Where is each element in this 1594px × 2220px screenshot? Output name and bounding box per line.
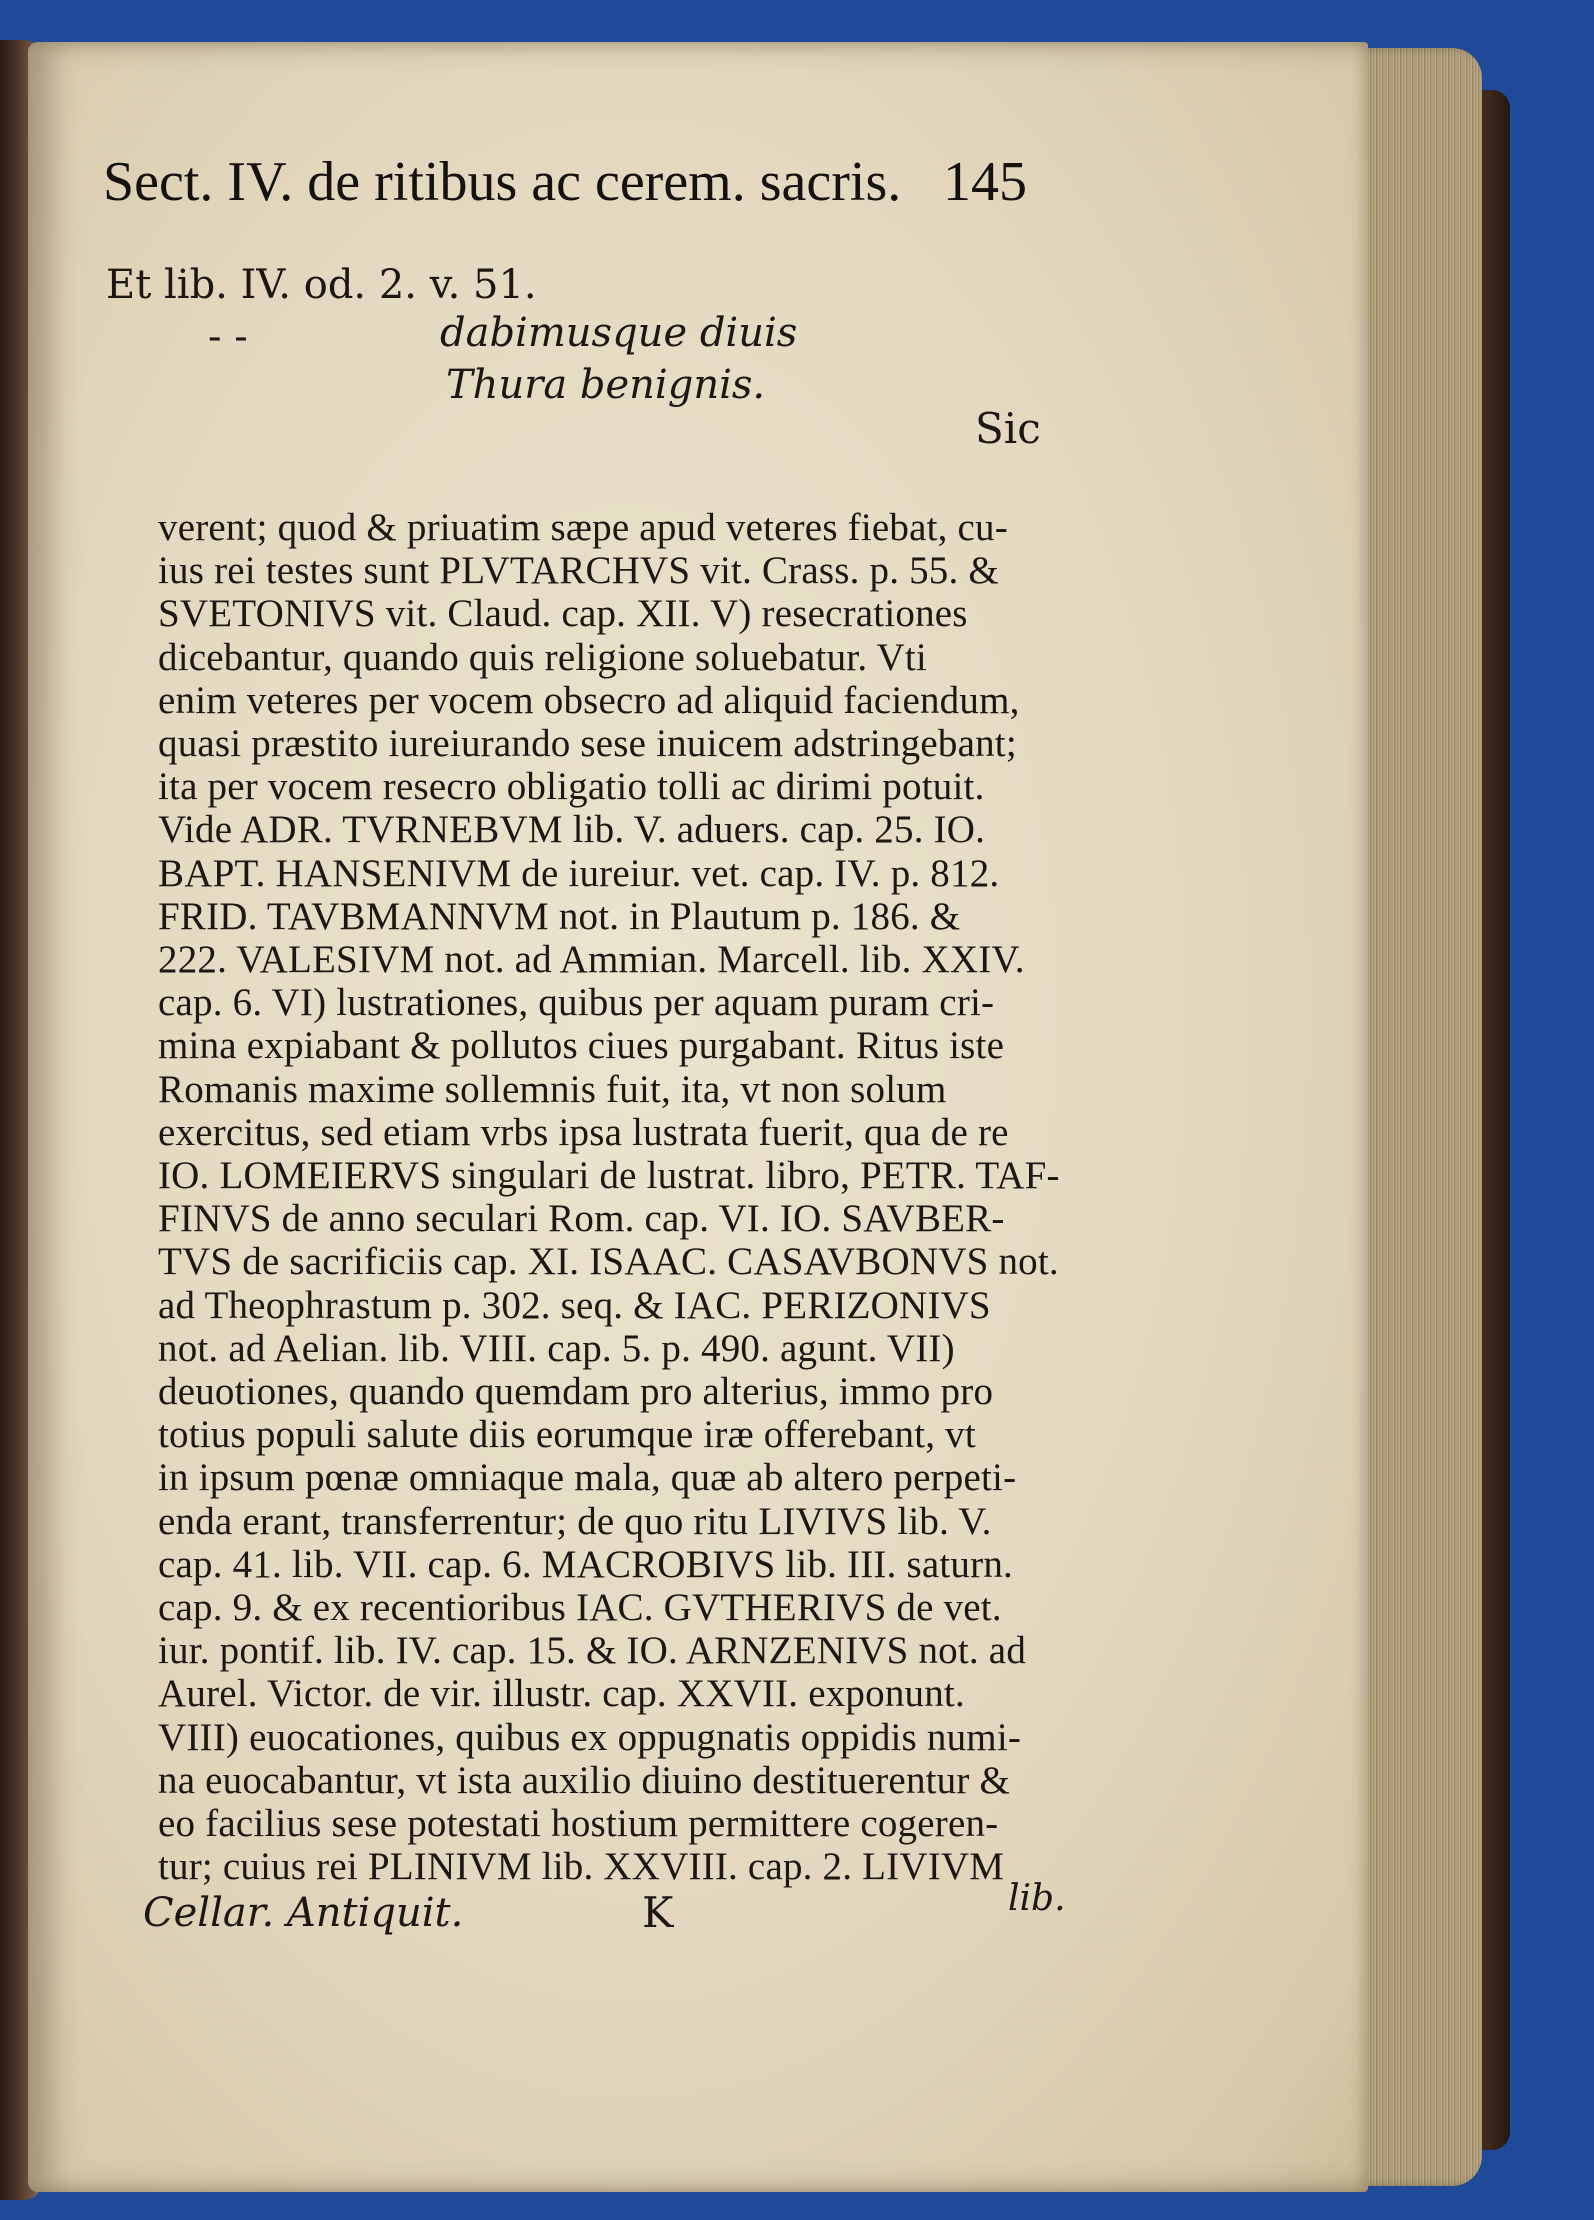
text-line: Vide ADR. TVRNEBVM lib. V. aduers. cap. 25. IO. — [158, 808, 986, 852]
text-line: enda erant, transferrentur; de quo ritu LIVIVS lib. V. — [158, 1499, 992, 1543]
verse-reference: Et lib. IV. od. 2. v. 51. — [106, 262, 537, 308]
verse-line-1: dabimusque diuis — [440, 310, 798, 356]
text-line: FINVS de anno seculari Rom. cap. VI. IO. SAVBER- — [158, 1197, 1005, 1241]
text-line: iur. pontif. lib. IV. cap. 15. & IO. ARNZENIVS not. ad — [158, 1629, 1027, 1673]
text-line: TVS de sacrificiis cap. XI. ISAAC. CASAVBONVS not. — [158, 1240, 1059, 1284]
text-line: not. ad Aelian. lib. VIII. cap. 5. p. 490. agunt. VII) — [158, 1326, 955, 1370]
text-line: na euocabantur, vt ista auxilio diuino destituerentur & — [158, 1758, 1011, 1802]
text-line: SVETONIVS vit. Claud. cap. XII. V) resecrationes — [158, 592, 968, 636]
text-line: Romanis maxime sollemnis fuit, ita, vt non solum — [158, 1067, 947, 1111]
text-line: tur; cuius rei PLINIVM lib. XXVIII. cap. 2. LIVIVM — [158, 1845, 1005, 1889]
text-line: eo facilius sese potestati hostium permittere cogeren- — [158, 1802, 999, 1845]
catchword-top: Sic — [975, 404, 1041, 453]
signature-title: Cellar. Antiquit. — [143, 1890, 464, 1936]
text-line: cap. 6. VI) lustrationes, quibus per aquam puram cri- — [158, 981, 995, 1025]
text-line: in ipsum pœnæ omniaque mala, quæ ab altero perpeti- — [158, 1456, 1017, 1500]
page-number: 145 — [943, 151, 1027, 213]
text-line: ita per vocem resecro obligatio tolli ac dirimi potuit. — [158, 765, 985, 809]
text-line: dicebantur, quando quis religione soluebatur. Vti — [158, 635, 927, 679]
text-line: ad Theophrastum p. 302. seq. & IAC. PERIZONIVS — [158, 1283, 991, 1327]
signature-mark: K — [642, 1888, 674, 1937]
text-line: deuotiones, quando quemdam pro alterius, immo pro — [158, 1370, 994, 1413]
text-line: enim veteres per vocem obsecro ad aliquid faciendum, — [158, 678, 1020, 722]
verse-dashes: - - — [208, 314, 248, 360]
text-line: quasi præstito iureiurando sese inuicem adstringebant; — [158, 722, 1017, 765]
verse-line-2: Thura benignis. — [446, 362, 766, 408]
text-line: Aurel. Victor. de vir. illustr. cap. XXVII. exponunt. — [158, 1672, 965, 1716]
text-line: exercitus, sed etiam vrbs ipsa lustrata fuerit, qua de re — [158, 1110, 1009, 1154]
running-title: Sect. IV. de ritibus ac cerem. sacris. — [103, 151, 902, 213]
text-line: cap. 9. & ex recentioribus IAC. GVTHERIVS de vet. — [158, 1586, 1002, 1629]
text-line: 222. VALESIVM not. ad Ammian. Marcell. lib. XXIV. — [158, 938, 1025, 981]
text-line: FRID. TAVBMANNVM not. in Plautum p. 186. & — [158, 894, 961, 938]
text-line: verent; quod & priuatim sæpe apud veteres fiebat, cu- — [158, 506, 1008, 549]
text-line: mina expiabant & pollutos ciues purgabant. Ritus iste — [158, 1024, 1005, 1068]
text-line: totius populi salute diis eorumque iræ offerebant, vt — [158, 1413, 976, 1457]
text-line: IO. LOMEIERVS singulari de lustrat. libro, PETR. TAF- — [158, 1154, 1060, 1197]
text-line: cap. 41. lib. VII. cap. 6. MACROBIVS lib. III. saturn. — [158, 1542, 1013, 1586]
catchword-bottom: lib. — [1008, 1878, 1066, 1919]
text-line: BAPT. HANSENIVM de iureiur. vet. cap. IV. p. 812. — [158, 851, 1000, 895]
text-line: VIII) euocationes, quibus ex oppugnatis oppidis numi- — [158, 1715, 1022, 1759]
text-line: ius rei testes sunt PLVTARCHVS vit. Crass. p. 55. & — [158, 549, 999, 593]
